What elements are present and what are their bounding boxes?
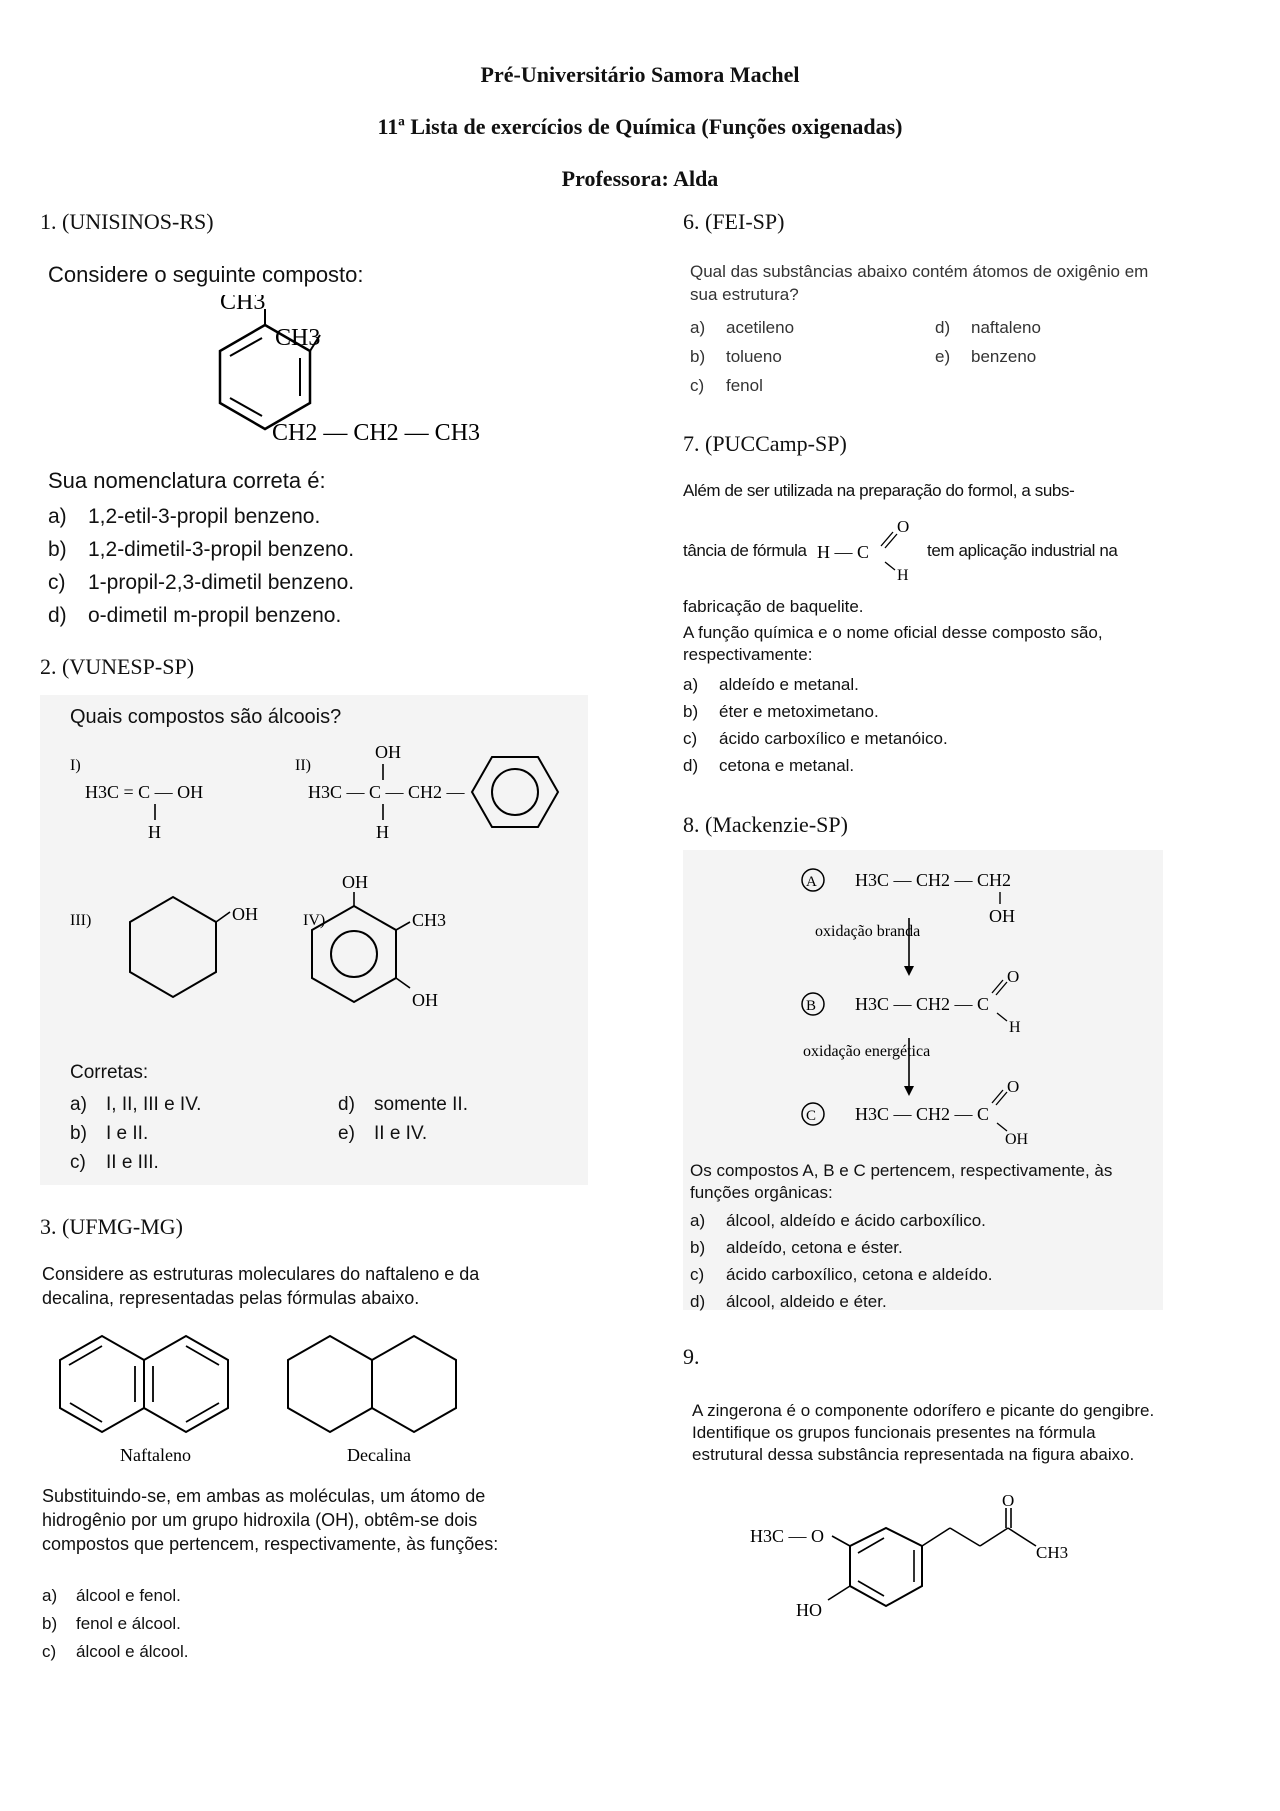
- svg-text:O: O: [897, 517, 910, 536]
- svg-text:IV): IV): [303, 912, 326, 929]
- q8-step2: oxidação energética: [803, 1043, 931, 1060]
- svg-text:CH3: CH3: [1036, 1543, 1069, 1562]
- svg-text:I): I): [70, 757, 81, 774]
- svg-text:H: H: [148, 822, 161, 842]
- svg-text:H: H: [376, 822, 389, 842]
- q1-option-c[interactable]: c) 1-propil-2,3-dimetil benzeno.: [48, 571, 355, 594]
- q2-prompt: Corretas:: [70, 1062, 149, 1083]
- svg-text:H3C — CH2 — C: H3C — CH2 — C: [855, 1104, 990, 1124]
- q7-line2a: tância de fórmula: [683, 541, 807, 560]
- q6-option-b[interactable]: b) tolueno: [690, 347, 782, 366]
- q2-options-right: [338, 1090, 468, 1148]
- q7-option-b[interactable]: b) éter e metoximetano.: [683, 702, 879, 721]
- q2-option-d[interactable]: d) somente II.: [338, 1094, 468, 1115]
- svg-text:OH: OH: [375, 742, 401, 762]
- svg-text:OH: OH: [1005, 1131, 1029, 1148]
- q1-option-a[interactable]: a) 1,2-etil-3-propil benzeno.: [48, 505, 321, 528]
- q7-formula: [815, 510, 925, 582]
- q1-prompt: Sua nomenclatura correta é:: [48, 468, 326, 493]
- svg-text:CH3: CH3: [412, 910, 447, 930]
- q7-option-d[interactable]: d) cetona e metanal.: [683, 756, 855, 775]
- q2-options-left: [70, 1090, 201, 1177]
- svg-text:O: O: [1007, 967, 1020, 986]
- q7-options: [683, 671, 948, 779]
- q6-options-right: [935, 313, 1041, 371]
- q2-number: 2. (VUNESP-SP): [40, 654, 195, 679]
- q3-naftaleno-label: Naftaleno: [120, 1445, 191, 1465]
- q9-number: 9.: [683, 1344, 700, 1369]
- svg-text:II): II): [295, 757, 311, 774]
- q3-option-b[interactable]: b) fenol e álcool.: [42, 1614, 181, 1633]
- q8-option-b[interactable]: b) aldeído, cetona e éster.: [690, 1238, 903, 1257]
- q7-option-a[interactable]: a) aldeído e metanal.: [683, 675, 859, 694]
- svg-text:H3C — CH2 — CH2: H3C — CH2 — CH2: [855, 870, 1012, 890]
- q3-option-c[interactable]: c) álcool e álcool.: [42, 1642, 189, 1661]
- q3-number: 3. (UFMG-MG): [40, 1214, 183, 1239]
- svg-text:B: B: [806, 998, 817, 1014]
- school-title: Pré-Universitário Samora Machel: [480, 62, 800, 87]
- q3-structures: [50, 1318, 520, 1473]
- list-title: 11ª Lista de exercícios de Química (Funções oxigenadas): [377, 114, 903, 139]
- svg-text:H3C — O: H3C — O: [750, 1526, 825, 1546]
- svg-text:OH: OH: [412, 990, 438, 1010]
- q1-ch3-side: CH3: [275, 325, 321, 351]
- q1-options: [48, 500, 354, 632]
- q6-intro: Qual das substâncias abaixo contém átomos de oxigênio em sua estrutura?: [690, 262, 1149, 304]
- q2-option-b[interactable]: b) I e II.: [70, 1123, 149, 1144]
- q7-text: A função química e o nome oficial desse composto são, respectivamente:: [683, 623, 1103, 664]
- svg-text:OH: OH: [232, 904, 258, 924]
- svg-text:OH: OH: [342, 872, 368, 892]
- svg-text:O: O: [1007, 1077, 1020, 1096]
- q9-structure: [740, 1490, 1120, 1640]
- q3-option-a[interactable]: a) álcool e fenol.: [42, 1586, 181, 1605]
- teacher-name: Professora: Alda: [561, 166, 719, 191]
- svg-text:H — C: H — C: [817, 542, 870, 562]
- q3-text: Substituindo-se, em ambas as moléculas, um átomo de hidrogênio por um grupo hidroxila (OH), obtêm-se dois compostos que pertencem, respectivamente, às funções:: [42, 1486, 499, 1554]
- q7-number: 7. (PUCCamp-SP): [683, 431, 847, 456]
- svg-text:H: H: [1009, 1019, 1021, 1036]
- q1-option-d[interactable]: d) o-dimetil m-propil benzeno.: [48, 604, 342, 627]
- q3-intro: Considere as estruturas moleculares do naftaleno e da decalina, representadas pelas fórmulas abaixo.: [42, 1264, 480, 1308]
- q8-option-a[interactable]: a) álcool, aldeído e ácido carboxílico.: [690, 1211, 986, 1230]
- q6-option-e[interactable]: e) benzeno: [935, 347, 1037, 366]
- q3-decalina-label: Decalina: [347, 1445, 411, 1465]
- q1-structure: [170, 295, 510, 455]
- q3-options: [42, 1582, 188, 1666]
- svg-text:H: H: [897, 567, 909, 582]
- q8-text: Os compostos A, B e C pertencem, respectivamente, às funções orgânicas:: [690, 1161, 1113, 1202]
- q7-line2b: tem aplicação industrial na: [927, 541, 1118, 560]
- q1-chain: CH2 — CH2 — CH3: [272, 420, 481, 446]
- q2-option-e[interactable]: e) II e IV.: [338, 1123, 428, 1144]
- svg-text:O: O: [1002, 1491, 1015, 1510]
- q6-number: 6. (FEI-SP): [683, 209, 785, 234]
- svg-text:H3C = C — OH: H3C = C — OH: [85, 782, 204, 802]
- svg-text:H3C — CH2 — C: H3C — CH2 — C: [855, 994, 990, 1014]
- q1-number: 1. (UNISINOS-RS): [40, 209, 214, 234]
- svg-text:III): III): [70, 912, 92, 929]
- q2-intro: Quais compostos são álcoois?: [70, 706, 342, 728]
- q7-line3: fabricação de baquelite.: [683, 597, 864, 616]
- q8-reaction: [785, 856, 1085, 1156]
- q1-intro: Considere o seguinte composto:: [48, 262, 364, 287]
- q8-option-c[interactable]: c) ácido carboxílico, cetona e aldeído.: [690, 1265, 993, 1284]
- q6-option-d[interactable]: d) naftaleno: [935, 318, 1041, 337]
- q2-structures: [60, 740, 600, 1040]
- q2-option-a[interactable]: a) I, II, III e IV.: [70, 1094, 202, 1115]
- q1-ch3-top: CH3: [220, 295, 266, 315]
- svg-text:A: A: [806, 874, 817, 890]
- svg-text:HO: HO: [796, 1600, 822, 1620]
- q6-option-c[interactable]: c) fenol: [690, 376, 763, 395]
- q9-text: A zingerona é o componente odorífero e picante do gengibre. Identifique os grupos funcionais presentes na fórmula estrutural dessa substância representada na figura abaixo.: [692, 1401, 1155, 1464]
- q1-option-b[interactable]: b) 1,2-dimetil-3-propil benzeno.: [48, 538, 355, 561]
- q6-options-left: [690, 313, 794, 400]
- q8-options: [690, 1207, 993, 1315]
- svg-text:OH: OH: [989, 906, 1015, 926]
- svg-text:H3C — C — CH2 —: H3C — C — CH2 —: [308, 782, 465, 802]
- q8-step1: oxidação branda: [815, 923, 921, 940]
- svg-text:C: C: [806, 1108, 817, 1124]
- q7-line1: Além de ser utilizada na preparação do formol, a subs-: [683, 481, 1075, 500]
- q7-option-c[interactable]: c) ácido carboxílico e metanóico.: [683, 729, 948, 748]
- q8-number: 8. (Mackenzie-SP): [683, 812, 848, 837]
- q2-option-c[interactable]: c) II e III.: [70, 1152, 159, 1173]
- q6-option-a[interactable]: a) acetileno: [690, 318, 795, 337]
- q8-option-d[interactable]: d) álcool, aldeido e éter.: [690, 1292, 887, 1311]
